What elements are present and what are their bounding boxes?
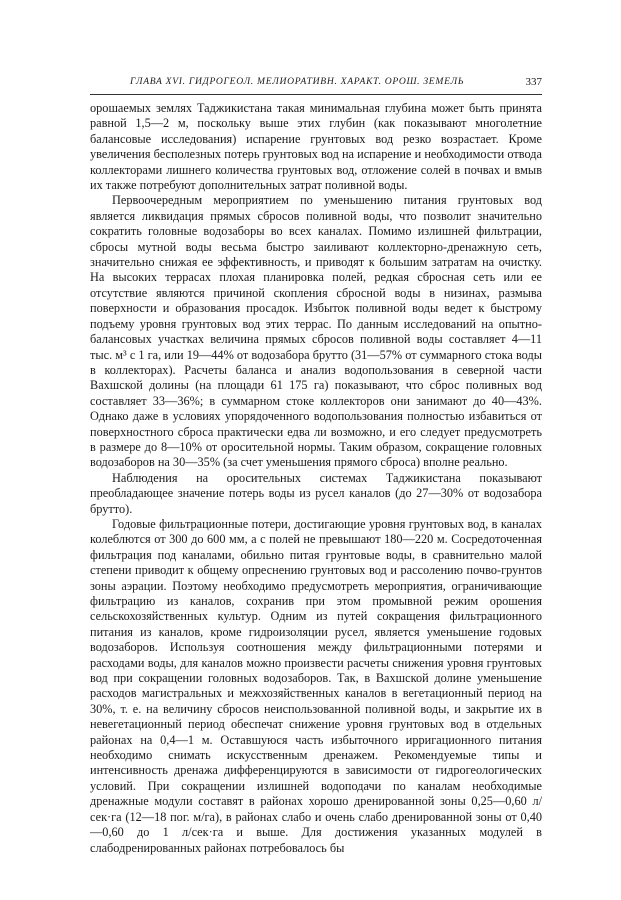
page-number: 337 xyxy=(525,76,542,88)
chapter-title: ГЛАВА XVI. ГИДРОГЕОЛ. МЕЛИОРАТИВН. ХАРАКТ. ОРОШ. ЗЕМЕЛЬ xyxy=(130,76,465,87)
paragraph-3: Наблюдения на оросительных системах Таджикистана показывают преобладающее значение потерь воды из русел каналов (до 27—30% от водозабора брутто). xyxy=(90,470,542,516)
paragraph-1: орошаемых землях Таджикистана такая минимальная глубина может быть принята равной 1,5—2 м, поскольку выше этих глубин (как показывают многолетние балансовые исследования) испарение грунтовых вод резко возрастает. Кроме увеличения бесполезных потерь грунтовых вод на испарение и необходимости отвода коллекторами лишнего количества грунтовых вод, отложение солей в почвах и вмыв их также потребуют дополнительных затрат поливной воды. xyxy=(90,101,542,193)
header-rule xyxy=(90,94,542,95)
paragraph-2: Первоочередным мероприятием по уменьшению питания грунтовых вод является ликвидация прямых сбросов поливной воды, что позволит значительно сократить головные водозаборы во всех каналах. Помимо излишней фильтрации, сбросы мутной воды весьма быстро заиливают коллекторно-дренажную сеть, значительно снижая ее эффективность, и приводят к большим затратам на очистку. На высоких террасах плохая планировка полей, редкая сбросная сеть или ее отсутствие являются причиной скопления сбросной воды в низинах, размыва поверхности и образования просадок. Избыток поливной воды ведет к быстрому подъему уровня грунтовых вод этих террас. По данным исследований на опытно-балансовых участках величина прямых сбросов поливной воды составляет 4—11 тыс. м³ с 1 га, или 19—44% от водозабора брутто (31—57% от суммарного стока воды в коллекторах). Расчеты баланса и анализ водопользования в северной части Вахшской долины (на площади 61 175 га) показывают, что сброс поливных вод составляет 33—36%; в суммарном стоке коллекторов они занимают до 40—43%. Однако даже в условиях упорядоченного водопользования полностью избавиться от поверхностного сброса практически едва ли возможно, и его следует предусмотреть в размере до 8—10% от оросительной нормы. Таким образом, сокращение головных водозаборов на 30—35% (за счет уменьшения прямого сброса) вполне реально. xyxy=(90,193,542,470)
body-text xyxy=(90,101,542,856)
paragraph-4: Годовые фильтрационные потери, достигающие уровня грунтовых вод, в каналах колеблются от 300 до 600 мм, а с полей не превышают 180—220 м. Сосредоточенная фильтрация под каналами, обильно питая грунтовые воды, в сравнительно малой степени приводит к общему опреснению грунтовых вод и рассолению почво-грунтов зоны аэрации. Поэтому необходимо предусмотреть мероприятия, ограничивающие фильтрацию из каналов, сохранив при этом промывной режим орошения сельскохозяйственных культур. Одним из путей сокращения фильтрационного питания из каналов, кроме гидроизоляции русел, является уменьшение годовых водозаборов. Используя соотношения между фильтрационными потерями и расходами воды, для каналов можно произвести расчеты снижения уровня грунтовых вод при сокращении головных водозаборов. Так, в Вахшской долине уменьшение расходов магистральных и межхозяйственных каналов в вегетационный период на 30%, т. е. на величину сбросов неиспользованной поливной воды, и закрытие их в невегетационный период обеспечат снижение уровня грунтовых вод в отдельных районах на 0,4—1 м. Оставшуюся часть избыточного ирригационного питания необходимо снимать искусственным дренажем. Рекомендуемые типы и интенсивность дренажа дифференцируются в зависимости от гидрогеологических условий. При сокращении излишней водоподачи по каналам необходимые дренажные модули составят в районах хорошо дренированной зоны 0,25—0,60 л/сек·га (12—18 пог. м/га), в районах слабо и очень слабо дренированной зоны от 0,40—0,60 до 1 л/сек·га и выше. Для достижения указанных модулей в слабодренированных районах потребовалось бы xyxy=(90,516,542,855)
